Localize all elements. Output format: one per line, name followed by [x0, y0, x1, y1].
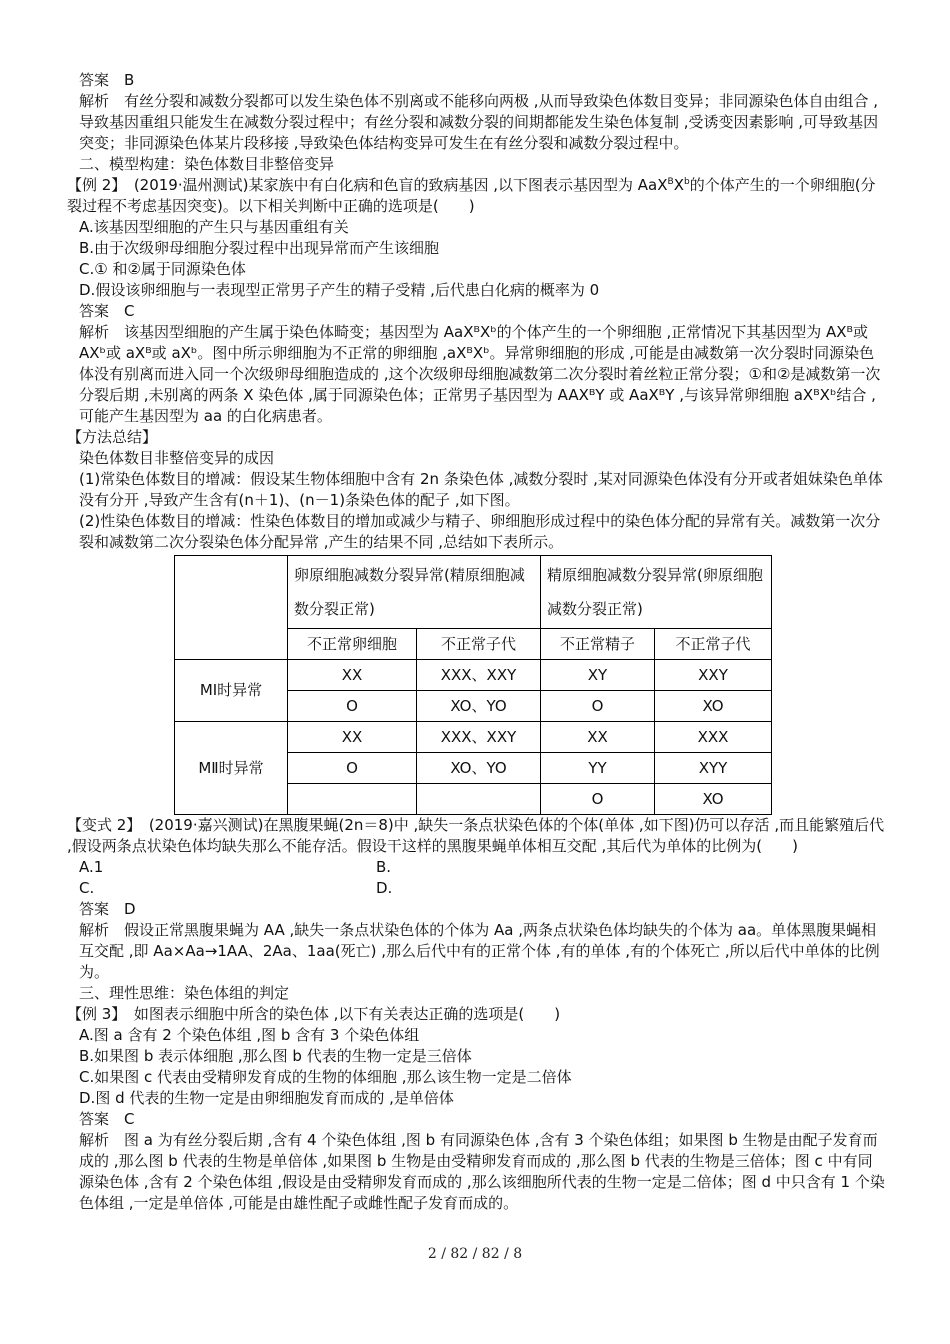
variant-2-option-c: C.	[79, 879, 95, 897]
sex-chromosome-table	[174, 555, 772, 815]
variant-2-option-d: D.	[376, 879, 393, 897]
section-2-title: 二、模型构建：染色体数目非整倍变异	[79, 155, 335, 173]
table-cell: XO	[655, 691, 772, 722]
table-cell: XXX、XXY	[417, 660, 541, 691]
table-row	[175, 660, 772, 691]
table-cell: XX	[288, 660, 417, 691]
table-cell: XX	[288, 722, 417, 753]
table-cell: O	[288, 753, 417, 784]
table-row	[175, 722, 772, 753]
example-3-option-c: C.如果图 c 代表由受精卵发育成的生物的体细胞 ,那么该生物一定是二倍体	[79, 1068, 572, 1086]
method-point-2: (2)性染色体数目的增减：性染色体数目的增加或减少与精子、卵细胞形成过程中的染色体分配的异常有关。减数第一次分裂和减数第二次分裂染色体分配异常 ,产生的结果不同 ,总结如下表所示。	[79, 512, 881, 551]
table-cell: XO、YO	[417, 691, 541, 722]
section-3-title: 三、理性思维：染色体组的判定	[79, 984, 290, 1002]
example-3-option-d: D.图 d 代表的生物一定是由卵细胞发育而成的 ,是单倍体	[79, 1089, 454, 1107]
variant-2-option-b: B.	[376, 858, 392, 876]
method-point-1: (1)常染色体数目的增减：假设某生物体细胞中含有 2n 条染色体 ,减数分裂时 ,某对同源染色体没有分开或者姐妹染色单体没有分开 ,导致产生含有(n＋1)、(n－1)条染色体的配子 ,如下图。	[79, 470, 883, 509]
example-2-option-d: D.假设该卵细胞与一表现型正常男子产生的精子受精 ,后代患白化病的概率为 0	[79, 281, 600, 299]
table-cell	[417, 784, 541, 815]
variant-2-question: 【变式 2】 (2019·嘉兴测试)在黑腹果蝇(2n＝8)中 ,缺失一条点状染色体的个体(单体 ,如下图)仍可以存活 ,而且能繁殖后代 ,假设两条点状染色体均缺失那么不能存活。假设干这样的黑腹果蝇单体相互交配 ,其后代为单体的比例为( )	[67, 816, 885, 855]
example-2-option-b: B.由于次级卵母细胞分裂过程中出现异常而产生该细胞	[79, 239, 440, 257]
table-cell: XXX、XXY	[417, 722, 541, 753]
table-cell	[288, 784, 417, 815]
table-cell: XXY	[655, 660, 772, 691]
example-3-label: 【例 3】	[67, 1005, 119, 1023]
method-summary-subtitle: 染色体数目非整倍变异的成因	[79, 449, 275, 467]
method-summary-title: 【方法总结】	[67, 428, 158, 446]
example-2-label: 【例 2】	[67, 176, 119, 194]
variant-2-options-cd	[67, 878, 885, 899]
variant-2-answer: 答案 D	[79, 900, 136, 918]
row-group-label: MⅡ时异常	[175, 722, 288, 815]
table-header-oocyte: 卵原细胞减数分裂异常(精原细胞减数分裂正常)	[288, 556, 541, 629]
example-2-analysis: 解析 该基因型细胞的产生属于染色体畸变；基因型为 AaXᴮXᵇ的个体产生的一个卵细胞 ,正常情况下其基因型为 AXᴮ或 AXᵇ或 aXᴮ或 aXᵇ。图中所示卵细胞为不正常的卵细胞 ,aXᴮXᵇ。异常卵细胞的形成 ,可能是由减数第一次分裂时同源染色体没有别离而进入同一个次级卵母细胞造成的 ,这个次级卵母细胞减数第二次分裂时着丝粒正常分裂；①和②是减数第一次分裂后期 ,未别离的两条 X 染色体 ,属于同源染色体；正常男子基因型为 AAXᴮY 或 AaXᴮY ,与该异常卵细胞 aXᴮXᵇ结合 ,可能产生基因型为 aa 的白化病患者。	[79, 323, 881, 425]
example-3-question: 【例 3】 如图表示细胞中所含的染色体 ,以下有关表达正确的选项是( )	[67, 1005, 561, 1023]
table-cell: XXX	[655, 722, 772, 753]
variant-2-label: 【变式 2】	[67, 816, 134, 834]
example-3-analysis: 解析 图 a 为有丝分裂后期 ,含有 4 个染色体组 ,图 b 有同源染色体 ,含有 3 个染色体组；如果图 b 生物是由配子发育而成的 ,那么图 b 代表的生物是单倍体 ,如果图 b 生物是由受精卵发育而成的 ,那么图 b 代表的生物是三倍体；图 c 中有同源染色体 ,含有 2 个染色体组 ,假设是由受精卵发育而成的 ,那么该细胞所代表的生物一定是二倍体；图 d 中只含有 1 个染色体组 ,一定是单倍体 ,可能是由雄性配子或雌性配子发育而成的。	[79, 1131, 885, 1212]
table-subheader: 不正常卵细胞	[288, 629, 417, 660]
variant-2-option-a: A.1	[79, 858, 104, 876]
example-2-option-c: C.① 和②属于同源染色体	[79, 260, 246, 278]
table-cell: YY	[541, 753, 655, 784]
variant-2-options-ab	[67, 857, 885, 878]
analysis-1: 解析 有丝分裂和减数分裂都可以发生染色体不别离或不能移向两极 ,从而导致染色体数目变异；非同源染色体自由组合 ,导致基因重组只能发生在减数分裂过程中；有丝分裂和减数分裂的间期都能发生染色体复制 ,受诱变因素影响 ,可导致基因突变；非同源染色体某片段移接 ,导致染色体结构变异可发生在有丝分裂和减数分裂过程中。	[79, 92, 879, 152]
table-cell: XX	[541, 722, 655, 753]
table-cell: XYY	[655, 753, 772, 784]
answer-1: 答案 B	[79, 71, 135, 89]
example-2-answer: 答案 C	[79, 302, 135, 320]
table-subheader: 不正常子代	[655, 629, 772, 660]
example-3-answer: 答案 C	[79, 1110, 135, 1128]
table-subheader: 不正常子代	[417, 629, 541, 660]
example-2-question: 【例 2】 (2019·温州测试)某家族中有白化病和色盲的致病基因 ,以下图表示基因型为 $AaX^BX^b$的个体产生的一个卵细胞(分裂过程不考虑基因突变)。以下相关判断中正确的选项是( )	[67, 176, 876, 215]
table-subheader: 不正常精子	[541, 629, 655, 660]
example-2-option-a: A.该基因型细胞的产生只与基因重组有关	[79, 218, 349, 236]
table-cell: O	[541, 691, 655, 722]
table-corner-cell	[175, 556, 288, 660]
example-3-option-b: B.如果图 b 表示体细胞 ,那么图 b 代表的生物一定是三倍体	[79, 1047, 472, 1065]
document-page	[67, 70, 885, 1214]
table-cell: XO	[655, 784, 772, 815]
table-cell: XO、YO	[417, 753, 541, 784]
variant-2-analysis: 解析 假设正常黑腹果蝇为 AA ,缺失一条点状染色体的个体为 Aa ,两条点状染色体均缺失的个体为 aa。单体黑腹果蝇相互交配 ,即 Aa×Aa→1AA、2Aa、1aa(死亡) ,那么后代中有的正常个体 ,有的单体 ,有的个体死亡 ,所以后代中单体的比例为。	[79, 921, 880, 981]
example-3-option-a: A.图 a 含有 2 个染色体组 ,图 b 含有 3 个染色体组	[79, 1026, 420, 1044]
table-cell: O	[288, 691, 417, 722]
table-header-sperm: 精原细胞减数分裂异常(卵原细胞减数分裂正常)	[541, 556, 772, 629]
table-cell: XY	[541, 660, 655, 691]
page-number-footer: 2 / 82 / 82 / 8	[427, 1246, 523, 1262]
row-group-label: MⅠ时异常	[175, 660, 288, 722]
table-cell: O	[541, 784, 655, 815]
